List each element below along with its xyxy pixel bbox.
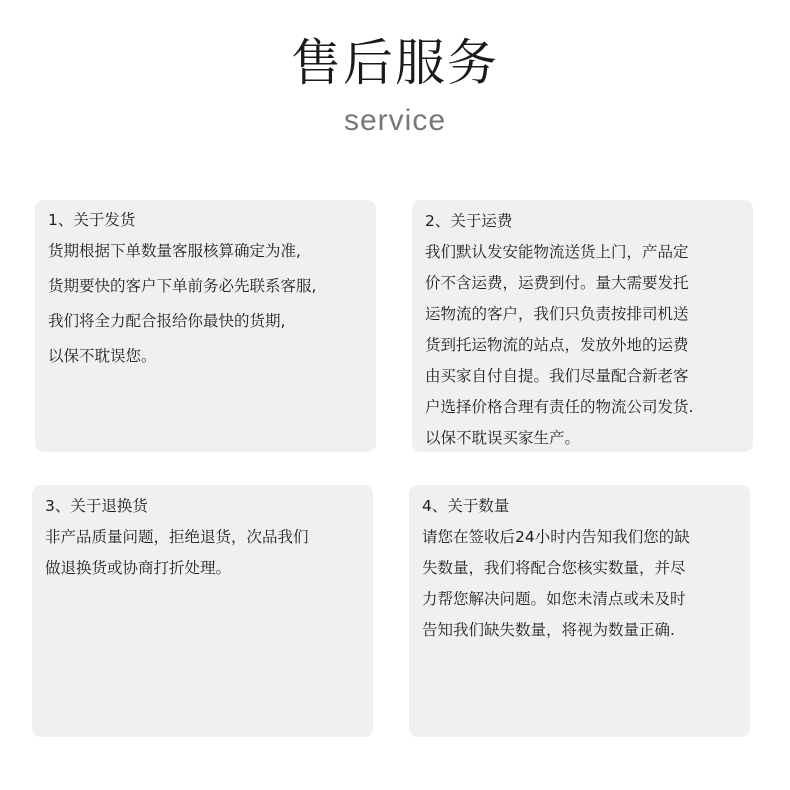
section-text-line: 运物流的客户，我们只负责按排司机送 — [425, 305, 689, 323]
section-text-line: 货期要快的客户下单前务必先联系客服, — [48, 277, 317, 295]
section-card-freight — [412, 200, 753, 452]
section-heading: 4、关于数量 — [422, 497, 510, 515]
section-text-line: 力帮您解决问题。如您未清点或未及时 — [422, 590, 686, 608]
section-text-line: 请您在签收后24小时内告知我们您的缺 — [422, 528, 690, 546]
section-text-line: 价不含运费，运费到付。量大需要发托 — [425, 274, 689, 292]
section-heading: 2、关于运费 — [425, 212, 513, 230]
section-text-line: 货到托运物流的站点，发放外地的运费 — [425, 336, 689, 354]
section-text-line: 做退换货或协商打折处理。 — [45, 559, 232, 577]
section-text-line: 我们将全力配合报给你最快的货期, — [48, 312, 286, 330]
page-subtitle: service — [343, 104, 447, 137]
section-text-line: 我们默认发安能物流送货上门，产品定 — [425, 243, 689, 261]
section-card-shipping — [35, 200, 376, 452]
section-text-line: 由买家自付自提。我们尽量配合新老客 — [425, 367, 689, 385]
section-text-line: 告知我们缺失数量，将视为数量正确. — [422, 621, 675, 639]
section-text-line: 以保不耽误您。 — [48, 347, 157, 365]
section-card-quantity — [409, 485, 750, 737]
page-title: 售后服务 — [291, 34, 499, 92]
section-text-line: 失数量，我们将配合您核实数量，并尽 — [422, 559, 686, 577]
section-text-line: 非产品质量问题，拒绝退货，次品我们 — [45, 528, 309, 546]
section-text-line: 户选择价格合理有责任的物流公司发货. — [425, 398, 694, 416]
section-card-returns — [32, 485, 373, 737]
section-heading: 1、关于发货 — [48, 211, 136, 229]
section-text-line: 货期根据下单数量客服核算确定为准, — [48, 242, 301, 260]
section-heading: 3、关于退换货 — [45, 497, 148, 515]
section-text-line: 以保不耽误买家生产。 — [425, 429, 581, 447]
